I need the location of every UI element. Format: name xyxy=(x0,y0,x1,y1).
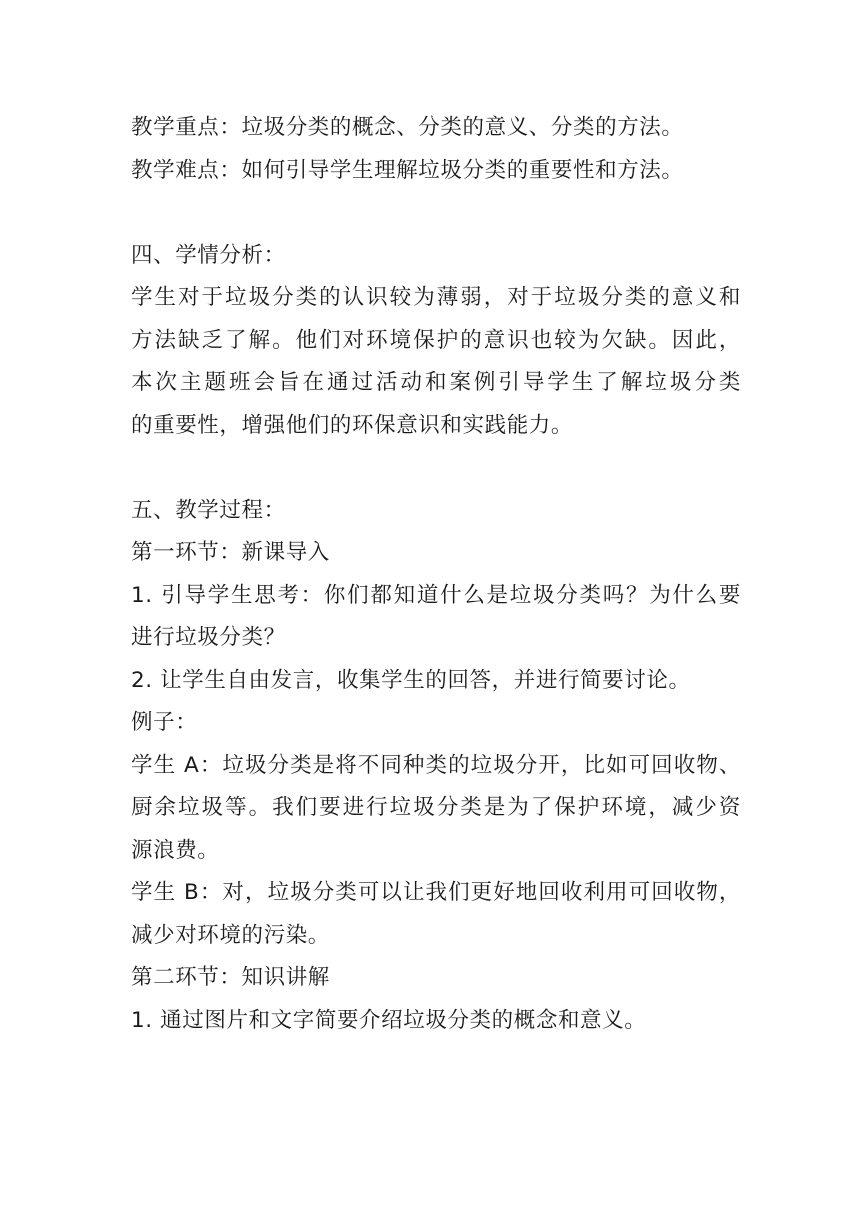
student-a-answer: 学生 A：垃圾分类是将不同种类的垃圾分开，比如可回收物、 xyxy=(131,752,741,778)
document-body xyxy=(131,107,741,1042)
section-heading-student-analysis: 四、学情分析： xyxy=(131,242,286,268)
example-label: 例子： xyxy=(131,710,198,735)
list-item: 2. 让学生自由发言，收集学生的回答，并进行简要讨论。 xyxy=(131,667,691,693)
step-title: 第二环节：知识讲解 xyxy=(131,965,330,990)
paragraph-line: 学生对于垃圾分类的认识较为薄弱，对于垃圾分类的意义和 xyxy=(131,285,741,310)
section-heading-teaching-process: 五、教学过程： xyxy=(131,497,286,523)
blank-line xyxy=(131,192,741,235)
paragraph-line: 方法缺乏了解。他们对环境保护的意识也较为欠缺。因此， xyxy=(131,327,741,353)
student-b-answer: 减少对环境的污染。 xyxy=(131,922,330,948)
teaching-key-points: 教学重点：垃圾分类的概念、分类的意义、分类的方法。 xyxy=(131,115,684,140)
paragraph-line: 本次主题班会旨在通过活动和案例引导学生了解垃圾分类 xyxy=(131,370,741,395)
teaching-difficulties: 教学难点：如何引导学生理解垃圾分类的重要性和方法。 xyxy=(131,157,684,183)
list-item: 1. 通过图片和文字简要介绍垃圾分类的概念和意义。 xyxy=(131,1007,647,1033)
step-title: 第一环节：新课导入 xyxy=(131,540,330,565)
blank-line xyxy=(131,447,741,490)
list-item: 1. 引导学生思考：你们都知道什么是垃圾分类吗？为什么要 xyxy=(131,582,741,608)
student-b-answer: 学生 B：对，垃圾分类可以让我们更好地回收利用可回收物， xyxy=(131,880,741,905)
list-item-continuation: 进行垃圾分类？ xyxy=(131,625,286,650)
paragraph-line: 的重要性，增强他们的环保意识和实践能力。 xyxy=(131,412,574,438)
student-a-answer: 厨余垃圾等。我们要进行垃圾分类是为了保护环境，减少资 xyxy=(131,795,741,820)
student-a-answer: 源浪费。 xyxy=(131,837,220,863)
